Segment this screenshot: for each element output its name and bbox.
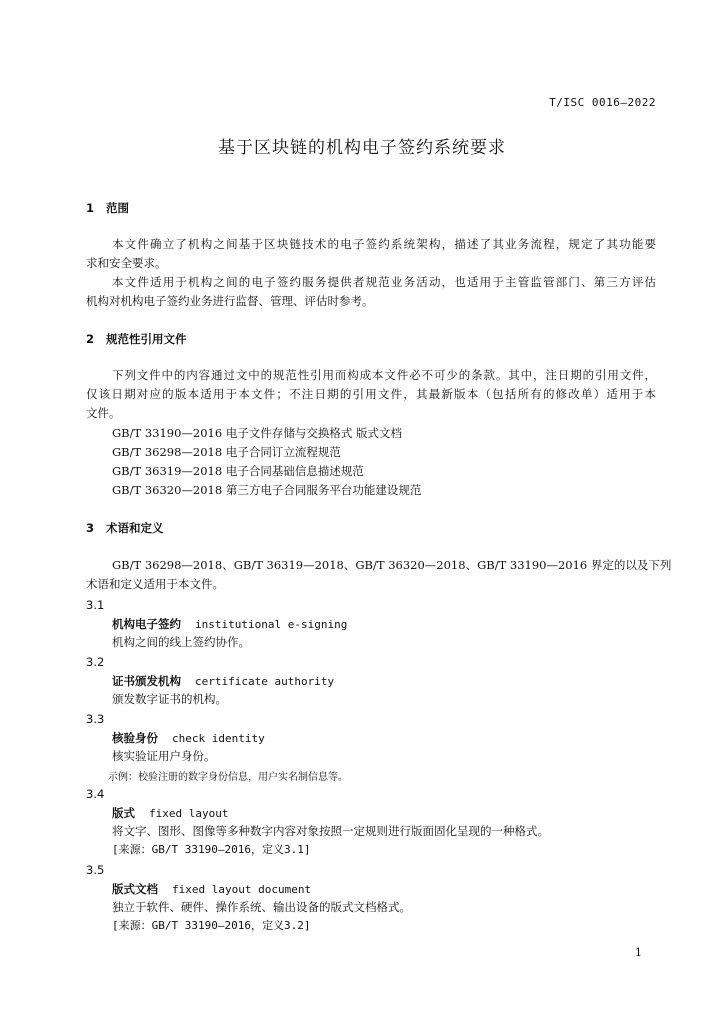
term-number: 3.3 xyxy=(86,712,105,726)
term-heading xyxy=(112,616,347,632)
term-definition: 核实验证用户身份。 xyxy=(112,749,216,763)
section-2-heading xyxy=(86,331,187,347)
reference-item: GB/T 33190—2016 电子文件存储与交换格式 版式文档 xyxy=(112,426,402,440)
term-english: fixed layout xyxy=(149,807,229,820)
term-definition: 将文字、图形、图像等多种数字内容对象按照一定规则进行版面固化呈现的一种格式。 xyxy=(112,824,549,838)
reference-item: GB/T 36319—2018 电子合同基础信息描述规范 xyxy=(112,464,364,478)
section-1-para-1-line-2: 求和安全要求。 xyxy=(86,256,167,270)
section-3-number: 3 xyxy=(86,521,95,535)
section-3-title: 术语和定义 xyxy=(106,521,164,535)
section-3-para-line-2: 术语和定义适用于本文件。 xyxy=(86,577,224,591)
standard-code: T/ISC 0016—2022 xyxy=(549,96,656,109)
section-1-title: 范围 xyxy=(106,201,129,215)
section-2-para-line-3: 文件。 xyxy=(86,406,121,420)
term-english: certificate authority xyxy=(195,675,335,688)
section-1-para-2-line-1: 本文件适用于机构之间的电子签约服务提供者规范业务活动，也适用于主管监管部门、第三方评估 xyxy=(112,275,656,289)
term-definition: 颁发数字证书的机构。 xyxy=(112,692,227,706)
section-2-number: 2 xyxy=(86,332,95,346)
reference-item: GB/T 36298—2018 电子合同订立流程规范 xyxy=(112,445,341,459)
section-1-number: 1 xyxy=(86,201,95,215)
section-2-para-line-1: 下列文件中的内容通过文中的规范性引用而构成本文件必不可少的条款。其中，注日期的引用文件， xyxy=(112,368,656,382)
term-name: 证书颁发机构 xyxy=(112,674,181,688)
term-name: 机构电子签约 xyxy=(112,617,181,631)
section-3-para-line-1: GB/T 36298—2018、GB/T 36319—2018、GB/T 36320—2018、GB/T 33190—2016 界定的以及下列 xyxy=(112,558,672,572)
term-number: 3.5 xyxy=(86,863,105,877)
term-number: 3.2 xyxy=(86,655,105,669)
term-example-note: 示例：校验注册的数字身份信息，用户实名制信息等。 xyxy=(108,772,348,783)
document-title: 基于区块链的机构电子签约系统要求 xyxy=(218,138,506,158)
term-heading xyxy=(112,881,311,897)
term-english: check identity xyxy=(172,732,265,745)
term-number: 3.4 xyxy=(86,787,105,801)
section-1-para-2-line-2: 机构对机构电子签约业务进行监督、管理、评估时参考。 xyxy=(86,294,374,308)
reference-item: GB/T 36320—2018 第三方电子合同服务平台功能建设规范 xyxy=(112,483,422,497)
section-2-title: 规范性引用文件 xyxy=(106,332,187,346)
term-name: 版式文档 xyxy=(112,882,158,896)
section-2-para-line-2: 仅该日期对应的版本适用于本文件；不注日期的引用文件，其最新版本（包括所有的修改单）适用于本 xyxy=(86,387,656,401)
term-heading xyxy=(112,673,334,689)
term-number: 3.1 xyxy=(86,598,105,612)
term-name: 版式 xyxy=(112,806,135,820)
term-source: [来源：GB/T 33190—2016，定义3.1] xyxy=(112,843,311,856)
term-heading xyxy=(112,730,265,746)
term-definition: 机构之间的线上签约协作。 xyxy=(112,635,250,649)
section-1-para-1-line-1: 本文件确立了机构之间基于区块链技术的电子签约系统架构，描述了其业务流程，规定了其功能要 xyxy=(112,237,656,251)
term-heading xyxy=(112,805,228,821)
term-source: [来源：GB/T 33190—2016，定义3.2] xyxy=(112,919,311,932)
page-number: 1 xyxy=(635,946,642,959)
section-3-heading xyxy=(86,520,164,536)
term-definition: 独立于软件、硬件、操作系统、输出设备的版式文档格式。 xyxy=(112,900,411,914)
section-1-heading xyxy=(86,200,129,216)
term-name: 核验身份 xyxy=(112,731,158,745)
term-english: institutional e-signing xyxy=(195,618,348,631)
term-english: fixed layout document xyxy=(172,883,312,896)
